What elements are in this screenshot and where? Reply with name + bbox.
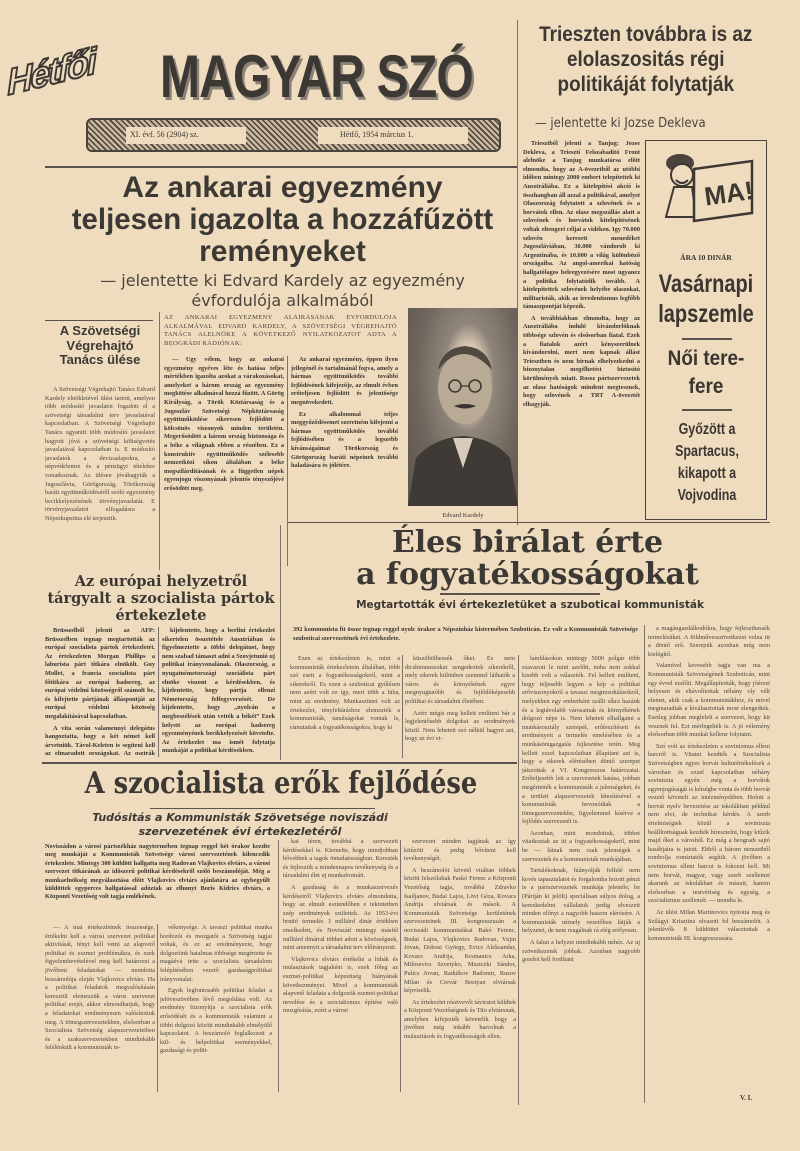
paragraph: Brüsszelből jelenti az AFP: Brüsszelben tegnap megtartották az európai szocialista pártok értekezletét. Az értekezleten Morgan Phillips a laburista párt titkára elnökölt. Guy Mollet, a francia szocialista párt főtitkára az európai hadsereg, az európai védelmi közösségről számolt be, és kifejtette pártjának álláspontját az európai védelmi közösség megalakításával kapcsolatban. — [45, 627, 155, 720]
paragraph: Az értekezlet résztvevői táviratot küldtek a Központi Vezetőségnek és Tito elvtársnak, amelyben kifejezték követelik hogy a jövőben még inkább harcolnak a mulasztások és fogyatékosságok ellen. — [404, 998, 516, 1041]
paragraph: kijelentette, hogy a berlini értekezlet sikertelen összetétele Ausztriában és figyelmeztette a többi delegátust, hogy nem szabad támaszt adni a Szovjetunió uj politikai irányvonalának. Olaszország, a nyugatnémetországi szociálista párt elnöke viszont a kérdésekben, és kijelentette, hogy pártja ellenzi Németország felfegyverzését. De kijelentette, hogy „nyolcán a megbeszélések után vették a békét” Ezek helyett az európai hadsereg egyezményének becikkelyezését követelte. Az értekezlet ma ismét folytatja munkáját a politikai kérdésekben. — [162, 627, 275, 755]
szocialista-col2 — [160, 924, 272, 1094]
szocialista-subtitle: Tudósitás a Kommunisták Szövetsége noviszádi szervezetének évi értekezletéről — [92, 811, 388, 838]
szocialista-intro: Noviszádon a városi pártszékház nagytermében tegnap reggel hét órakor kezdte meg munkáját a Kommunisták Szövetsége városi szervezetének kilencedik értekezlete. Mintegy 300 küldött hallgatta meg Radovan Vlajkovics elvtárs, a városi szervezet titkárának az időszerű politikai kérdésekről szóló beszámolóját. Még a munkaelnökség megválasztása előtt Vlajkovics elvtárs ajánlatára az egybegyűlt küldöttek egyperces hallgatással adóztak az elhunyt Boris Kidrics elvtárs, a Központi Vezetőség volt tagja emlékének. — [45, 843, 270, 901]
headline-line: reményeket — [199, 235, 366, 268]
kardely-headline — [45, 172, 520, 268]
paragraph: Ezen az értekezleten is, mint a kommunisták értekezletein általában, több szó esett a fogyatékosságokról, mint a sikerekről. Es ezen a szuboticai gyűlésen nem azért volt ez így, mert több a hiba, mint az eredmény. Munkaszünet volt az értekezlet, tényfeltáráshoz elemezték a kommunisták, tanulságokat vontak le, rámutattak a fogyatékosságokra, hogy ki — [290, 655, 400, 731]
headline-line: Az ankarai egyezmény — [122, 171, 443, 204]
szocialista-headline: A szocialista erők fejlődése — [84, 766, 478, 801]
szocialista-col1 — [45, 924, 155, 1094]
headline-line: Éles birálat érte — [391, 525, 664, 560]
szovetsegi-headline: A Szövetségi Végrehajtó Tanács ülése — [59, 323, 141, 367]
europai-headline: Az európai helyzetről tárgyalt a szocialista pártok értekezlete — [47, 573, 275, 624]
paragraph: Vlajkovics elvtárs értékelte a hibák és mulasztások tagjaként is, ezek főleg az eszmei-politikai képzettség hiányának következményei. Mivel a kommunisták alapvető feladata a dolgozók eszmei-politikai nevelése és a szocializmus építése való mozgósítás, ezért a városi — [283, 955, 398, 1015]
divider — [682, 338, 732, 340]
europai-col1 — [45, 627, 155, 759]
eles-subtitle: Megtartották évi értekezletüket a szuboticai kommunisták — [356, 599, 704, 611]
paragraph: Szó volt az értekezleten a sovinizmus elleni harcról is. Vitatni kezdték a Szocialista Szövetségben egyes horvát kulturértékelések a városban és ezzel kapcsolatban néhány soviniszta egyén még a horvátok egyenjogúságát is kétségbe vonta és több horvát vezető követelt az intézményekben. Holott a horvát nyelv bevezetése az iskolákban például nem elvi, de technikai kérdés. A szerb értelmiségiek közül a soviniszta beállítottságuak kezdték híresztelni, hogy kiűzik majd őket a városból. Ez még a beogradi sajtó hasábjaira is jutott. Ebből a három nemzetből rombolja romiztatók segítik. A jövőben a sovinizmus elleni harcot is fokozni kell. Mi nem horvát, magyar, vagy szerb szellemet akarunk az iskolákban és másutt, hanem elsősorban a testvériség és egység, a szocializmus szellemét. — mondta le. — [648, 742, 770, 905]
paragraph: Az ülést Milan Martinovics nyitotta meg és Szilágyi Krisztina olvasott fel beszámolót. A jelenlévők 8 küldöttet választottak a kommunisták III. kongresszusára. — [648, 909, 770, 942]
eles-intro: 392 kommunista fit össze tegnap reggel nyolc órakor a Népszínház kistermében Szuboticán. Ez volt a Kommunisták Szövetsége szuboticai szervezetének évi értekezlete. — [293, 626, 638, 642]
paragraph: A továbbiakban elmondta, hogy az Ausztráliába induló kivándorlóknak többsége szlovén és elsősorban fiatal. Ezek a fiatalok azért kényszerülnek kivándorolni, mert nem kapnak állást Triesztben és nem bírnak elhelyezkedni a bizonytalan megélhetést biztosító körülmények miatt. Rossz pártszervezetek az olasz hatóságok mindent megtesznek, hogy szlovének a TRT A-övezetét elhagyják. — [523, 314, 640, 408]
column-rule — [280, 525, 281, 760]
signature: V. I. — [740, 1094, 753, 1102]
szocialista-col4 — [404, 838, 516, 1094]
issue-date: Hétfő, 1954 március 1. — [318, 127, 468, 144]
eles-col4 — [648, 625, 770, 1091]
paragraph: vékenysége. A tavaszi politikai munka hordozói és mozgatói a Szövetség tagjai voltak, és ez az eredményezte, hogy dolgozóink hatalmas többsége megértette és magáévá tette a szocialista társadalom felépítésében vezető gazdaságpolitikai irányvonalat. — [160, 924, 272, 983]
masthead-rule — [45, 166, 518, 168]
paragraph: szervezet minden tagjának az így kitűzött és pedig bővíteni kell tevékenységét. — [404, 838, 516, 863]
column-rule — [158, 627, 159, 757]
masthead — [6, 30, 508, 155]
paragraph: Tartalékoknak, hiányolják felfelé nem kevés tapasztalatot és forgalomba hozott pénzt is a pártszervezetek munkája jelentős; be (Pártján ki jelölt) speciálisan súlyos dolog, a kereskedelmi vállalatok pedig elveszett minden előnyt a nagyobb haszon elérésére. A kommunisták némely vezetőben látják a helyzetet, de nem reagálnak rá elég erélyesen. — [522, 867, 640, 935]
photo-caption: Edvard Kardely — [442, 512, 484, 519]
paragraph: — Ugy vélem, hogy az ankarai egyezmény egyéves léte és hatása teljes mértékben igazolta azokat a várakozásokat, amelyeket a három ország az egyezmény megkötése alkalmával hozzá fűzött. A Görög Királyság, a Török Köztársaság és a Jugoszláv Szövetségi Népköztársaság együttműködése sikeresen fejlődött a kölcsönös viszonyok minden területén. Megerősödött a három ország biztonsága és a béke a világnak ebben a részében. Ez a konstruktív együttműködés szélesebb nemzetközi síkon általában a béke megszilárdításának és a független népek egyenjogu viszonyának jelentős tényezőjévé erősödött meg. — [164, 356, 284, 492]
portrait-icon — [408, 308, 518, 506]
trieszt-body — [523, 140, 640, 520]
headline-line: teljesen igazolta a hozzáfűzött — [71, 203, 494, 236]
issue-bar — [86, 118, 501, 152]
divider — [440, 593, 600, 595]
column-rule — [518, 655, 519, 1105]
issue-number: XI. évf. 56 (2904) sz. — [126, 127, 246, 144]
teaser-box — [645, 140, 767, 520]
szovetsegi-body — [45, 386, 155, 566]
kardely-photo — [408, 308, 518, 506]
paragraph: a magángazdálkodókra, hogy fejleszthessék termelésüket. A földművesszövetkezet volna itt a döntő erő. Szerepük azonban még nem kielégítő. — [648, 625, 770, 658]
paragraph: küszöbölhessék őket. És nem dicshimnuszokat zengedeztek sikerekről, mely sikerek különben szemmel láthatók a város és környékének egyre megnyugtatóbb és fejlődőképesebb politikai és társadalmi életében. — [405, 655, 515, 705]
paragraph: A falun a helyzet mindinkább nehéz. Az uj szövetkezetek jobbak. Azonban nagyobb gondot kell fordítani — [522, 939, 640, 964]
column-rule — [400, 840, 401, 1092]
divider — [682, 409, 732, 411]
kardely-col1 — [164, 356, 284, 568]
trieszt-headline: Trieszten továbbra is az elolaszositás régi politikáját folytatják — [539, 23, 753, 96]
paragraph: Azonban, mint mondottuk, többet vitatkoztak az itt a fogyatékosságokról, mint be — látnak nem csak jelenségek a szervezetek és a kommunisták munkájában. — [522, 829, 640, 863]
cartoon-newsboy-icon — [654, 147, 760, 227]
column-rule — [157, 924, 158, 1092]
logo-main: MAGYAR SZÓ — [160, 43, 473, 110]
eles-col2 — [405, 655, 515, 760]
teaser-vasarnapi-lapszemle[interactable]: Vasárnapi lapszemle — [658, 270, 754, 328]
paragraph: lamblásokon mintegy 5000 polgár több szavazott le mint azelőtt, noha nem sokkal kisebb volt a választók. Fel kellett említeni, hogy teljesebb legyen a kép a politikai erőviszonyokról a tavaszi megmozdulásokról, melyekben egy emberként szállt síkra hazánk és a legtávolabb városainak és környékének dolgozó népe is. Nem lehetett elhallgatni a munkásosztály szerepét, erőfeszítéseit és eredményeit a termelés emelésében és a munkásönigazgatás fejlesztése terén. Meg kellett ezzel kapcsolatban állapítani azt is, hogy a sikerek elérésében döntő szerepet játszottak a VI. Kongresszus határozatai. Erőteljesebb lett a szervezetek hatása, jobban megértették a kommunisták a jelenségeket, és a területi alapszervezetek létesítésével a kommunisták bevonódtak a tömegszervezetekbe, figyelemmel kísérve a fejlődés szervezetét is. — [522, 655, 640, 826]
paragraph: Ez alkalommal teljes meggyőződésemet szeretném kifejezni a hármas együttműködés további fejlődésében és a legszebb kívánságaimat Törökország és Görögország baráti népeinek további haladására és jólétére. — [291, 410, 398, 470]
paragraph: A beszámolót követő vitában többek között felszólaltak Paskó Ferenc a Központi Vezetőség tagja, továbbá Zdravko Isailjanov, Budai Lajos, Lövi Géza, Kovacs Andrija elvtársak és mások. A Kommunisták Szövetsége kerületének szervezeteinek III. kongresszusán a noviszádi kommunistákat Bakó Ferenc, Budai Lajos, Vlajkovics Radovan, Vujin Jovan, Dobosi György, Evics Aleksandar, Kovacs Andrija, Krsmanics Arka, Milosevics Szvetyko, Musiczki Sándor, Pulics Jovan, Radulkov Radomir, Rusov Milan és Crevár Bostyan elvtársak képviselik. — [404, 866, 516, 995]
column-rule — [278, 840, 279, 1092]
szocialista-col3 — [283, 838, 398, 1094]
paragraph: Triesztből jelenti a Tanjug: Jozse Dekleva, a Triesztí Felszabadító Front alelnöke a Tanjug munkatársa előtt elmondta, hogy az A-övezetből az utóbbi időben mintegy 2000 embert telepítettek ki Ausztráliába. Ez a kitelepítési akció is összhangban áll azzal a politikával, amelyet Olaszország folytatott a szlovének és a horvátok ellen. Az olasz megszállás alatt a szlovének és horvátok kitelepítésének voltak eltengeri céljai a vidéken. Igy 70.000 szlovén keresett menedéket Jugoszláviában, 30.000 vándorolt ki Argentínába, és 10.000 a világ különböző országaiba. Az angol-amerikai hatóság hallgatólagos beleegyezésére most ugyanez a politika folytatódik tovább. A kitelepítettek szlovének helyébe olaszokat, militaristák, akik az irredentizmus legfőbb támaszpontját képezik. — [523, 140, 640, 311]
paragraph: kai téren, továbbá a szervezeti kérdésekkel is. Kiemelte, hogy mindjobban bővebbek a tagok öntudatosságban. Kerestek és fejlesztik a mindennapos tevékenység és a társadalmi élet uj munkaformáit. — [283, 838, 398, 880]
eles-headline — [280, 527, 775, 591]
paragraph: Egyik legfontosabb politikai feladat a jelöveszövében lévő megoldása volt. Az eredmény bizonyítja a szocialista erők erősödését és a kommunisták valamint a többi dolgozó között mindinkább elmélyülő kapcsolatot. A beszámoló foglalkozott a kül- és belpolitikai eseményekkel, gazdasági és politi- — [160, 987, 272, 1055]
europai-col2 — [162, 627, 275, 759]
divider — [150, 808, 375, 809]
paragraph: A vita során valamennyi delegátus hangoztatta, hogy a két német kell árvetniük. Távol-Keleten is segíteni kell az elmaradott országokat. Az osztrák — [45, 724, 155, 758]
column-rule — [402, 655, 403, 758]
paragraph: Valamivel kevesebb tagja van ma a Kommunisták Szövetségének Szuboticán, mint egy évvel ezelőtt. Megállapították, hogy jóérzet helyesen és eltávolítottak néhány oly vélt elemet, akik csak a kommunistákhoz, és mivel megmaradtak a kiválasztottak most elengedtek. Esetleg jobban megfelelt a szervezet, hogy kit vesznek fel. Ezt mérlegelték is. A jó vélemény elsősorban több munkát kellene folytatni. — [648, 662, 770, 739]
headline-line: a fogyatékosságokat — [356, 557, 699, 592]
divider — [288, 522, 770, 523]
kardely-col2 — [291, 356, 398, 516]
paragraph: A Szövetségi Végrehajtó Tanács Edvard Kardely elnökletével ülést tartott, amelyen több módosító javaslatot fogadott el a szövetségi társadalmi terv javaslatával kapcsolatban. A Szövetségi Végrehajtó Tanács ugyanitt több módosító javaslatot hagyott jóvá a szövetségi költségvetés javaslatával kapcsolatban is. E módosító javaslatok a devizaalapokra, a népvédelemre és a pénzügyi tételekre vonatkoznak. Az ülésen jóváhagyták a Jugoszlávia, Görögország, Törökország baráti együttműködéséről szóló egyezmény becikkelyezésének törvényjavaslatát. E törvényjavaslatot elfogadásra a Népszkupstina elé terjesztik. — [45, 386, 155, 522]
column-rule — [644, 625, 645, 1103]
eles-col1 — [290, 655, 400, 760]
paragraph: Azért mégis meg kellett említeni bár a legjelentősebb dolgokat az eredmények közül. Nem lehetett szó nélkül hagyni azt, hogy az évi vi- — [405, 709, 515, 743]
cartoon-sign: MA! — [702, 175, 756, 212]
trieszt-subtitle: — jelentette ki Jozse Dekleva — [535, 116, 706, 131]
kardely-intro: AZ ANKARAI EGYEZMÉNY ALÁÍRÁSÁNAK ÉVFORDULÓJA ALKALMÁVAL EDVARD KARDELY, A SZÖVETSÉGI VÉGREHAJTÓ TANÁCS ALELNÖKE A KÖVETKEZŐ NYILATKOZATOT ADTA A BEOGRÁDI RÁDIÓNAK: — [164, 314, 397, 348]
paragraph: — A mai értekezletnek összessége, értékelni kell a városi szervezet politikai aktivitását, fényt kell vetni az alapvető politikai és eszmei problémákra, és ezek figyelembevételével meg kell határozni a jövőbeni feladatokat — mondotta beszámolója elején Vlajkovics elvtárs. Ha a politikai feladatok megvalósításán keresztül elemezzük a város szervezet politikai erejét, akkor elmondhatjuk, hogy a feladatokat eredményesen valósítottuk meg. A tömegszervezetekben, elsősorban a Szocialista Szövetség alapszervezeteiben és a szakszervezetekben mindinkább felélénkült a kommunisták te- — [45, 924, 155, 1052]
logo-script: Hétfői — [6, 39, 96, 104]
column-rule — [159, 312, 160, 570]
teaser-noi-tere-fere[interactable]: Női tere-fere — [667, 347, 745, 398]
kardely-subtitle: — jelentette ki Edvard Kardely az egyezmény évfordulója alkalmából — [100, 271, 465, 310]
teaser-sport[interactable]: Győzött a Spartacus, kikapott a Vojvodina — [675, 421, 739, 504]
paragraph: A gazdaság és a munkaszervezés kérdéseiről Vlajkovics elvtárs elmondotta, hogy az elmult esztendőben e tekintetben szép eredmények születtek. Az 1953-évi bruttó termelés 3 milliárd dinár értékben emelkedett, és Noviszád mintegy másfél milliárd dinárral többet adott a közösségnek, mint amennyit a társadalmi terv előirányzott. — [283, 883, 398, 952]
divider — [45, 320, 153, 321]
price: ÁRA 10 DINÁR — [680, 253, 732, 262]
eles-col3 — [522, 655, 640, 1103]
paragraph: Az ankarai egyezmény, éppen ilyen jellegénél és tartalmánál fogva, amely a hármas együttműködés további fejlődésének kifejezője, az elmult évben erőteljesen fejlődött és jelentősége megnövekedett. — [291, 356, 398, 406]
